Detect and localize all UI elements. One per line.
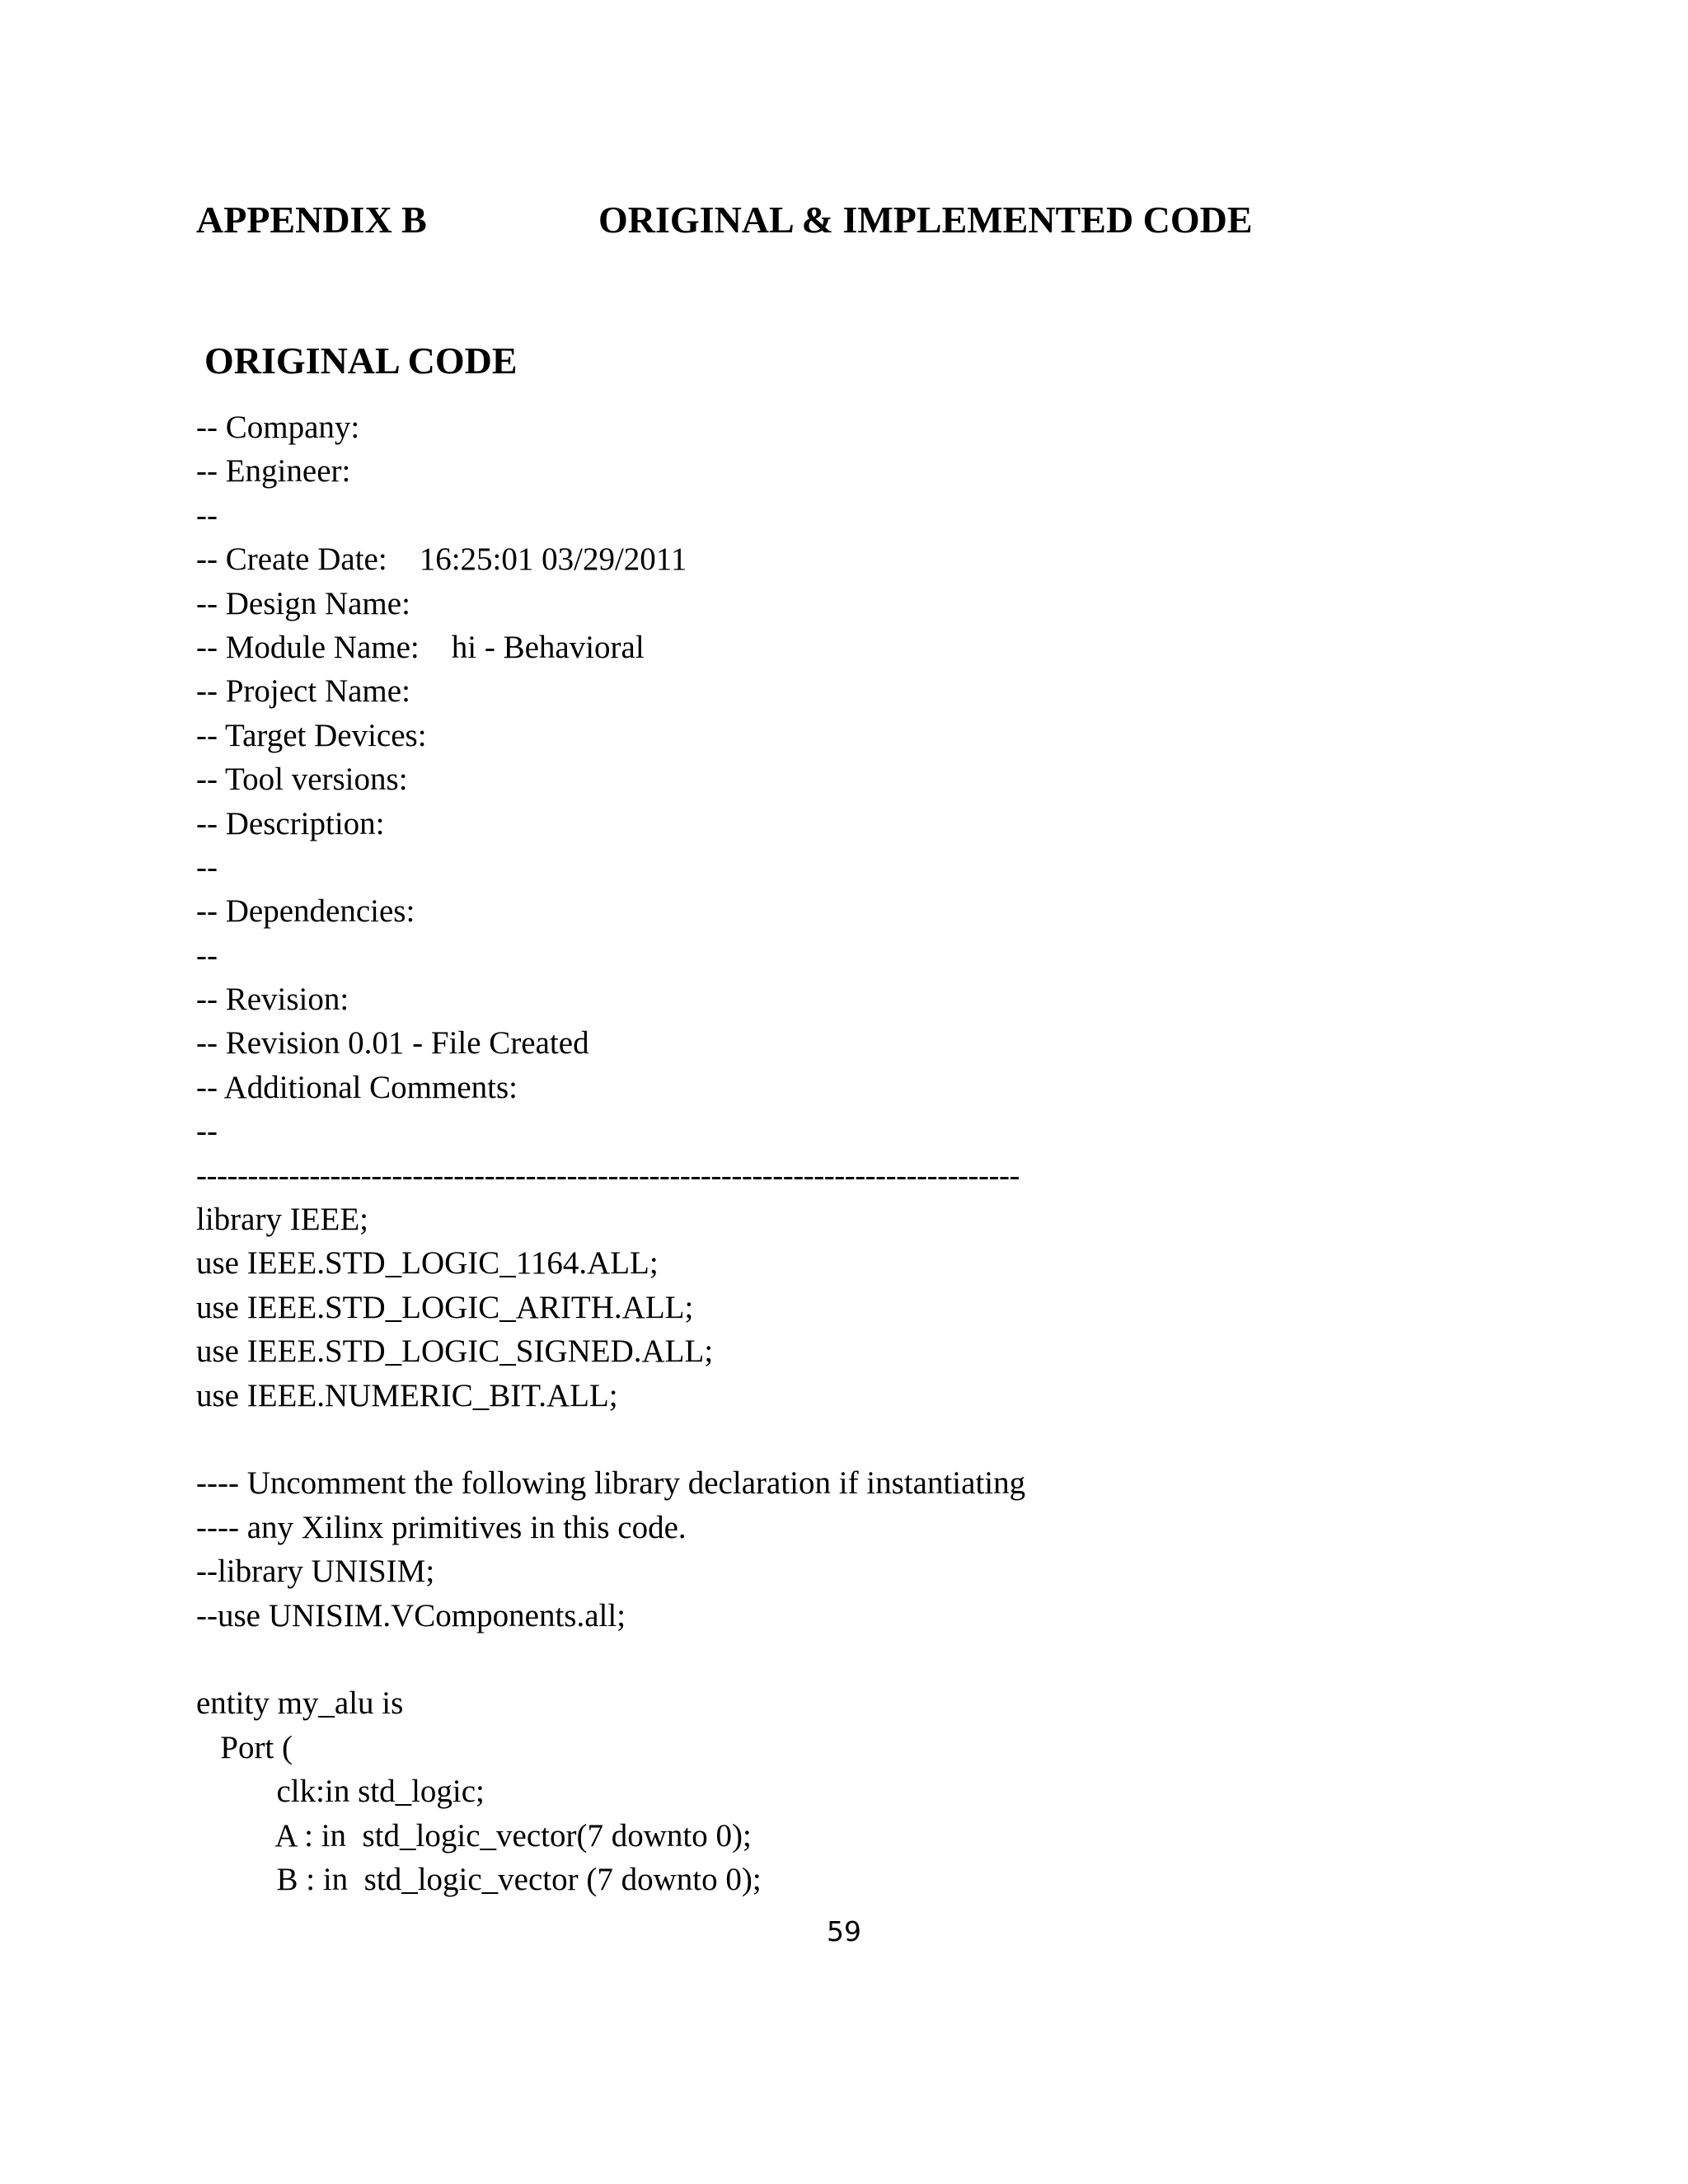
code-line: entity my_alu is [196, 1685, 404, 1722]
code-blank-line [196, 1638, 1515, 1681]
appendix-heading [196, 191, 1597, 249]
code-line: -- Description: [196, 805, 385, 841]
code-line: -- [196, 849, 218, 885]
code-line: -- Module Name: hi - Behavioral [196, 629, 645, 665]
code-line: -- Company: [196, 410, 360, 445]
code-line: Port ( [196, 1729, 293, 1765]
code-line: -- Revision 0.01 - File Created [196, 1025, 589, 1062]
code-line: -- Design Name: [196, 585, 410, 621]
code-separator-line: -------------------------------------------------------------------------------- [196, 1157, 1020, 1193]
section-heading-original-code: ORIGINAL CODE [204, 340, 518, 382]
code-line: -- Engineer: [196, 453, 351, 490]
code-line: --use UNISIM.VComponents.all; [196, 1597, 626, 1633]
code-line: library IEEE; [196, 1202, 368, 1238]
code-line: -- Revision: [196, 982, 349, 1018]
code-line: B : in std_logic_vector (7 downto 0); [196, 1861, 762, 1897]
page-number: 59 [827, 1915, 861, 1947]
code-blank-line [196, 1418, 1515, 1461]
code-line: use IEEE.NUMERIC_BIT.ALL; [196, 1377, 618, 1413]
code-line: A : in std_logic_vector(7 downto 0); [196, 1817, 752, 1854]
code-line: ---- any Xilinx primitives in this code. [196, 1509, 687, 1545]
code-line: -- Dependencies: [196, 893, 415, 930]
code-line: -- [196, 937, 218, 973]
vhdl-code-listing [196, 405, 1515, 1901]
code-line: -- [196, 497, 218, 533]
code-line: -- Target Devices: [196, 717, 427, 753]
code-line: ---- Uncomment the following library declaration if instantiating [196, 1465, 1026, 1502]
appendix-title: ORIGINAL & IMPLEMENTED CODE [598, 199, 1253, 241]
code-line: -- Additional Comments: [196, 1069, 518, 1105]
code-line: -- [196, 1113, 218, 1150]
code-line: use IEEE.STD_LOGIC_SIGNED.ALL; [196, 1333, 714, 1370]
code-line: --library UNISIM; [196, 1554, 435, 1590]
code-line: -- Tool versions: [196, 762, 408, 798]
code-line: use IEEE.STD_LOGIC_ARITH.ALL; [196, 1289, 694, 1325]
appendix-label: APPENDIX B [196, 199, 427, 241]
code-line: -- Project Name: [196, 673, 410, 710]
code-line: use IEEE.STD_LOGIC_1164.ALL; [196, 1245, 659, 1282]
code-line: clk:in std_logic; [196, 1774, 485, 1810]
code-line: -- Create Date: 16:25:01 03/29/2011 [196, 541, 687, 578]
